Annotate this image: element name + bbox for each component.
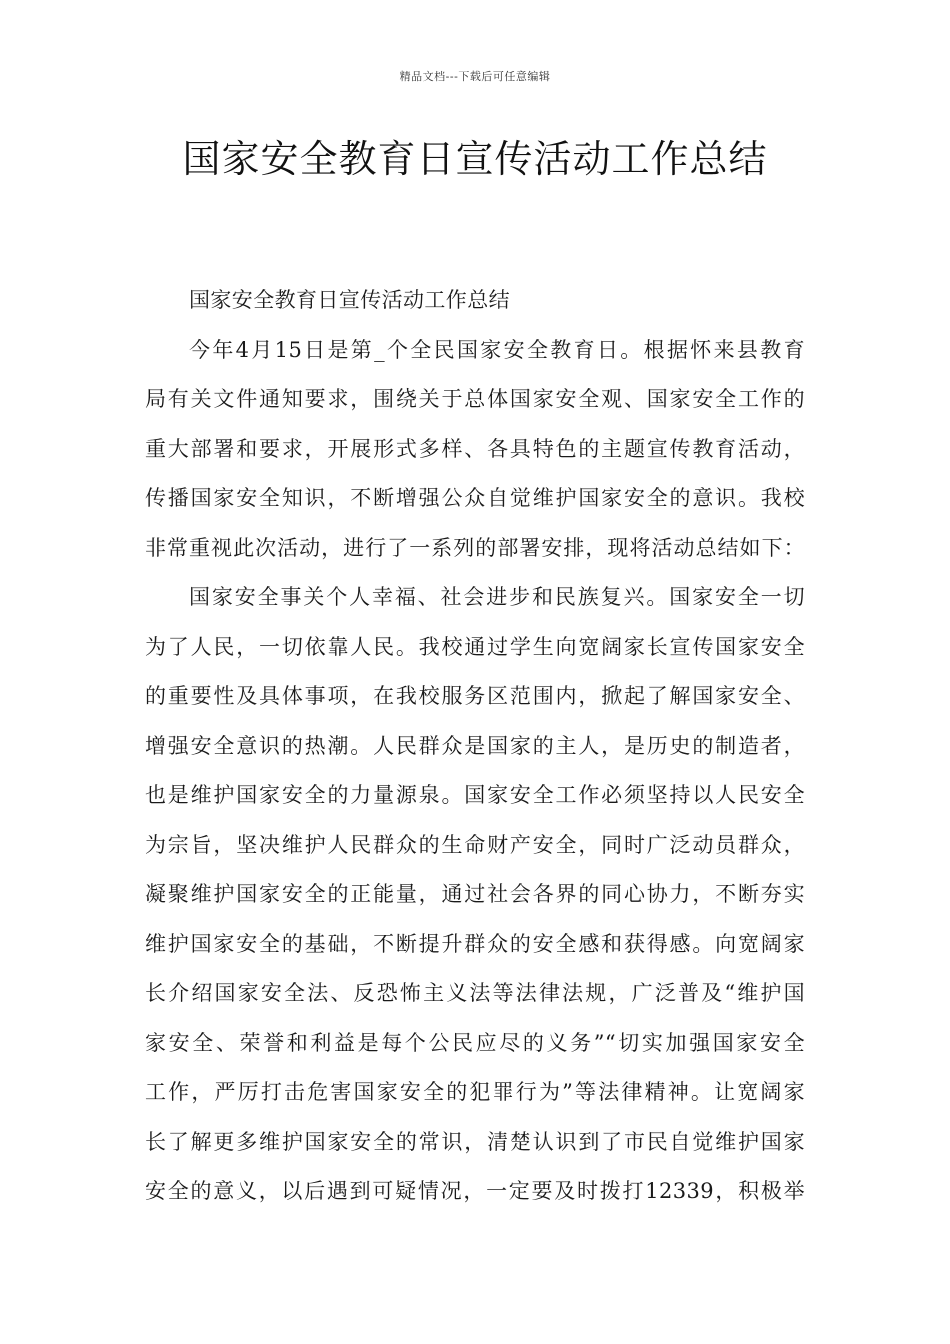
paragraph-line: 重大部署和要求，开展形式多样、各具特色的主题宣传教育活动， — [145, 436, 805, 461]
paragraph-line: 维护国家安全的基础，不断提升群众的安全感和获得感。向宽阔家 — [145, 931, 805, 956]
paragraph-line: 凝聚维护国家安全的正能量，通过社会各界的同心协力，不断夯实 — [145, 882, 805, 906]
paragraph-line: 长介绍国家安全法、反恐怖主义法等法律法规，广泛普及“维护国 — [145, 981, 805, 1005]
paragraph-line: 安全的意义，以后遇到可疑情况，一定要及时拨打12339，积极举 — [145, 1179, 805, 1203]
paragraph-line: 传播国家安全知识，不断增强公众自觉维护国家安全的意识。我校 — [145, 486, 805, 510]
paragraph-line: 增强安全意识的热潮。人民群众是国家的主人，是历史的制造者， — [145, 733, 805, 758]
paragraph-line: 国家安全事关个人幸福、社会进步和民族复兴。国家安全一切 — [189, 585, 805, 609]
body-subtitle: 国家安全教育日宣传活动工作总结 — [189, 288, 510, 312]
header-note: 精品文档---下载后可任意编辑 — [399, 70, 551, 83]
paragraph-line: 为了人民，一切依靠人民。我校通过学生向宽阔家长宣传国家安全 — [145, 634, 805, 659]
paragraph-line: 也是维护国家安全的力量源泉。国家安全工作必须坚持以人民安全 — [145, 783, 805, 807]
paragraph-line: 家安全、荣誉和利益是每个公民应尽的义务”“切实加强国家安全 — [145, 1030, 805, 1055]
paragraph-line: 工作，严厉打击危害国家安全的犯罪行为”等法律精神。让宽阔家 — [145, 1080, 805, 1104]
paragraph-line: 局有关文件通知要求，围绕关于总体国家安全观、国家安全工作的 — [145, 387, 805, 411]
paragraph-line: 为宗旨，坚决维护人民群众的生命财产安全，同时广泛动员群众， — [145, 832, 805, 857]
paragraph-line: 今年4月15日是第_个全民国家安全教育日。根据怀来县教育 — [189, 337, 805, 362]
paragraph-line: 的重要性及具体事项，在我校服务区范围内，掀起了解国家安全、 — [145, 684, 805, 708]
document-title: 国家安全教育日宣传活动工作总结 — [182, 137, 768, 181]
paragraph-line: 长了解更多维护国家安全的常识，清楚认识到了市民自觉维护国家 — [145, 1129, 805, 1154]
paragraph-line: 非常重视此次活动，进行了一系列的部署安排，现将活动总结如下： — [145, 535, 805, 560]
document-body — [145, 276, 805, 1217]
